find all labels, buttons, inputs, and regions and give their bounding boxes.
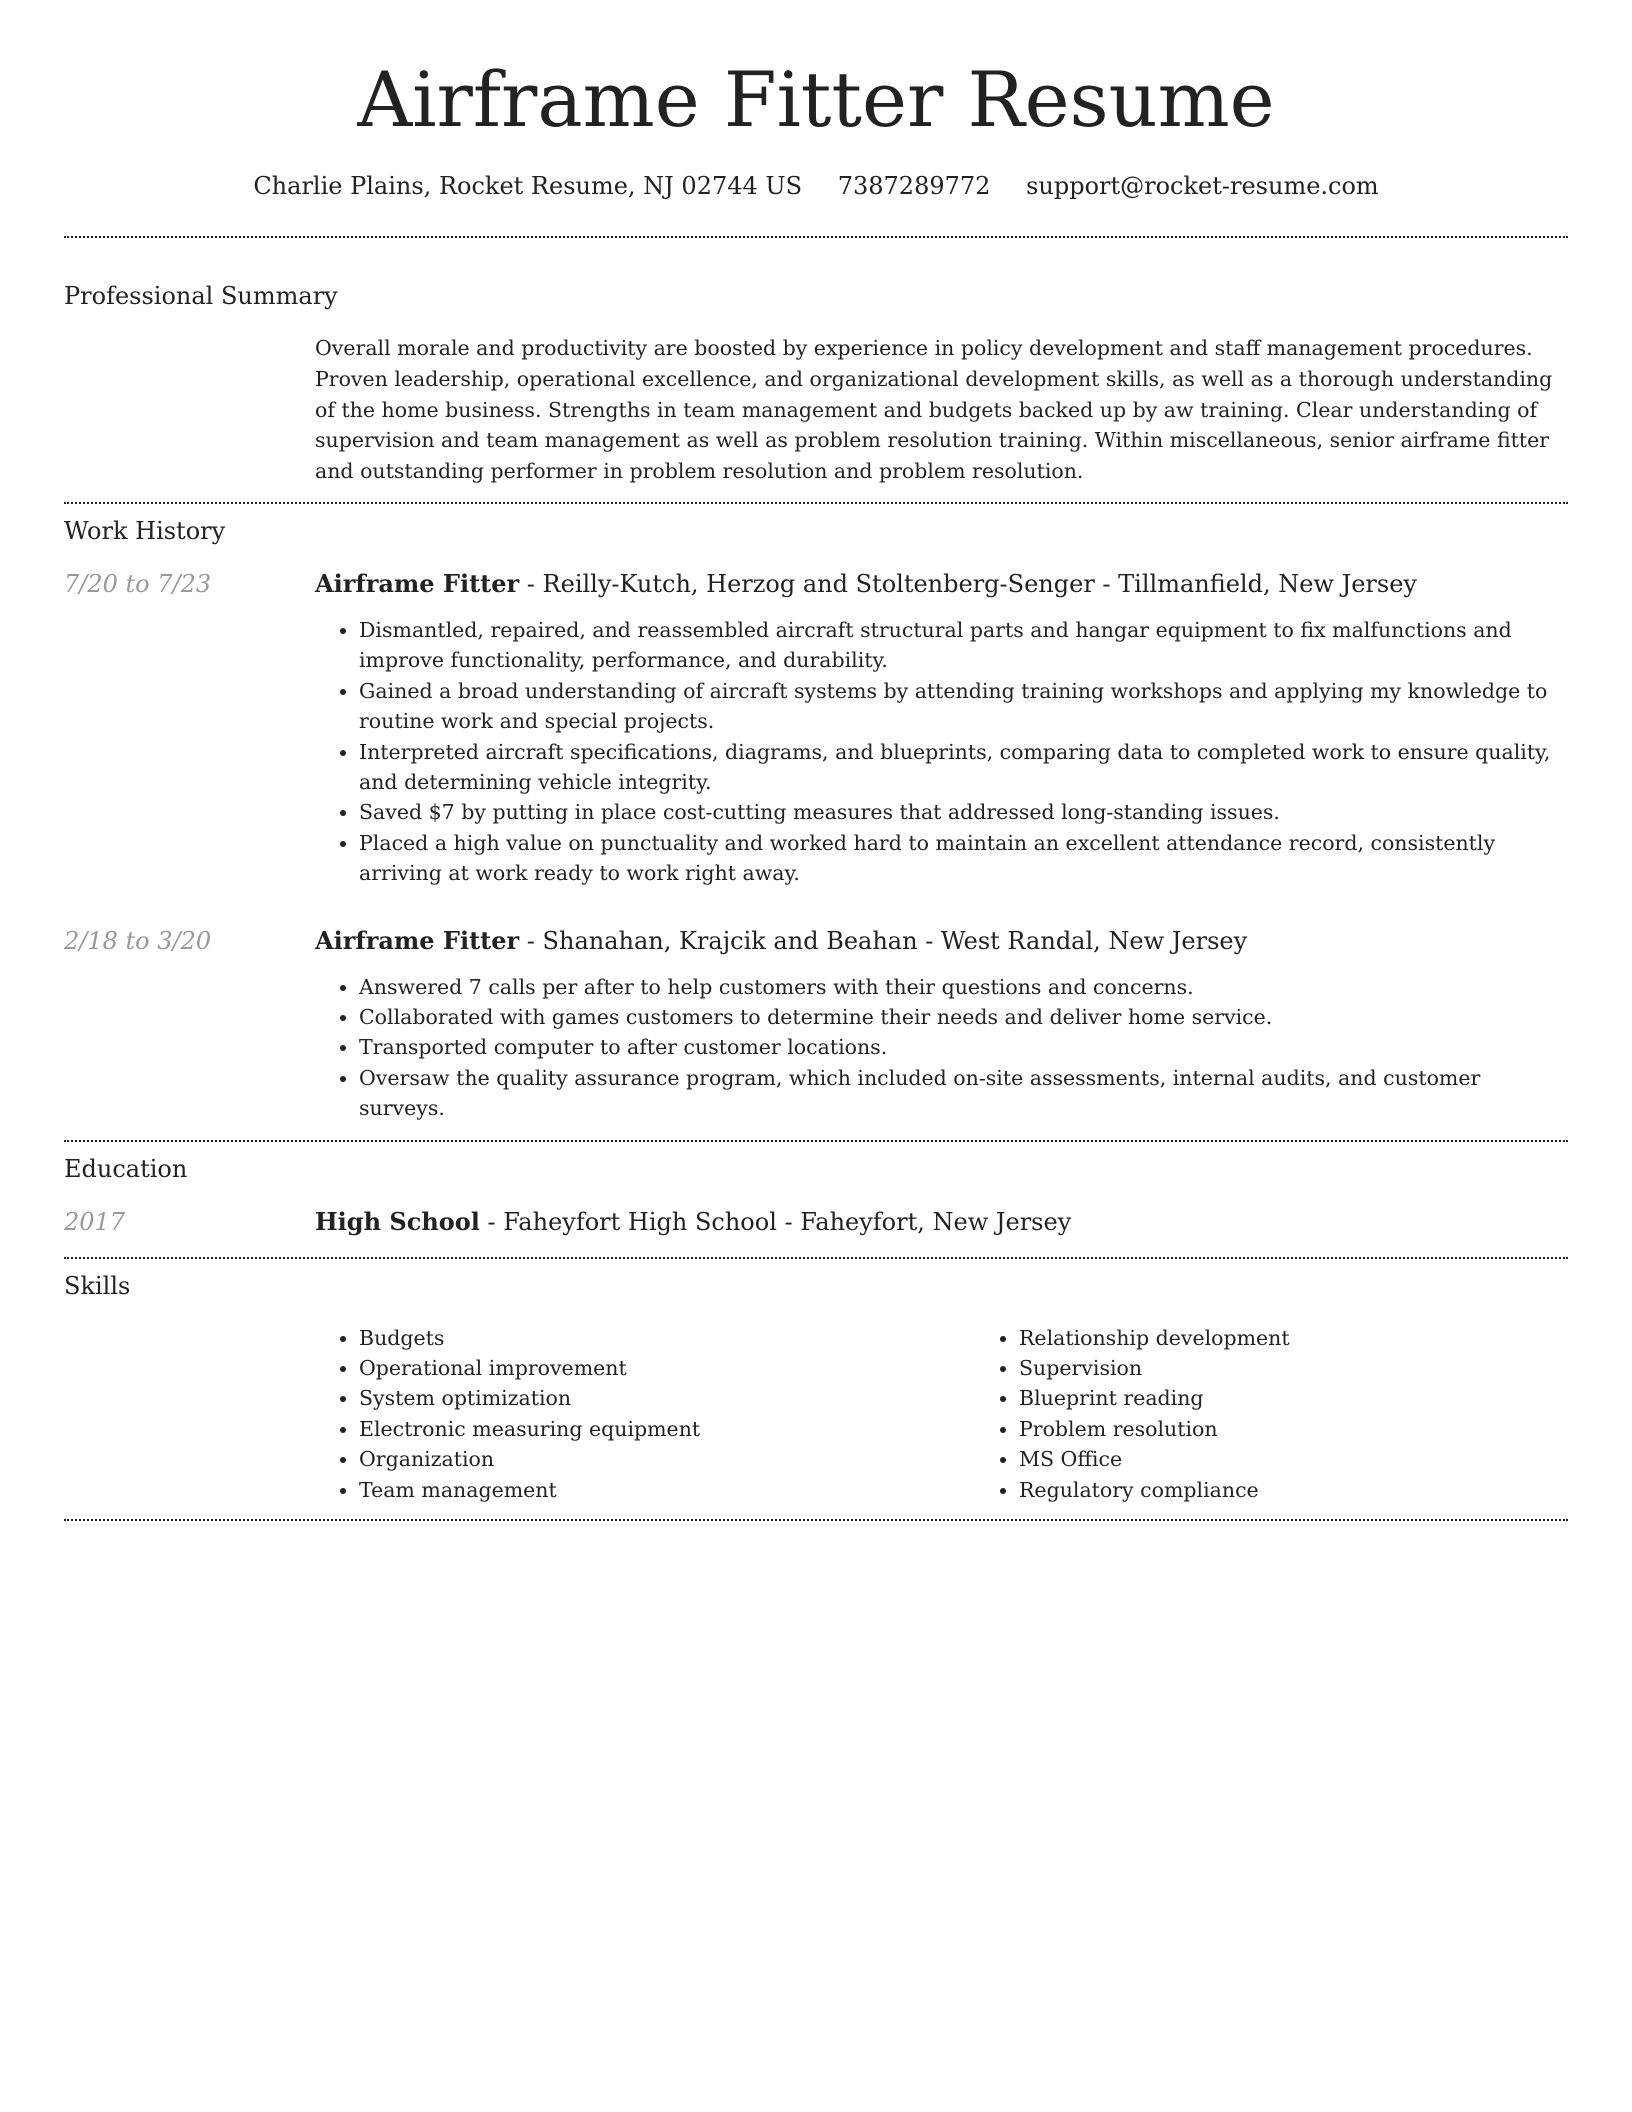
job-bullets bbox=[315, 972, 1568, 1124]
job-dates: 2/18 to 3/20 bbox=[64, 926, 212, 955]
skills-heading: Skills bbox=[64, 1271, 131, 1300]
education-heading: Education bbox=[64, 1154, 188, 1183]
skill-item: • System optimization bbox=[359, 1383, 975, 1413]
job-bullet: • Oversaw the quality assurance program, which included on-site assessments, internal audits, and customer surveys. bbox=[359, 1063, 1568, 1124]
job-entry bbox=[64, 925, 1568, 1124]
job-employer: - Shanahan, Krajcik and Beahan - West Randal, New Jersey bbox=[519, 926, 1248, 955]
job-role: Airframe Fitter bbox=[315, 925, 520, 955]
skill-item: • Electronic measuring equipment bbox=[359, 1414, 975, 1444]
divider bbox=[64, 502, 1568, 504]
skill-item: • MS Office bbox=[1019, 1444, 1632, 1474]
education-entry bbox=[64, 1206, 1568, 1238]
summary-text: Overall morale and productivity are boosted by experience in policy development and staff management procedures. Proven leadership, operational excellence, and organizational development skills, as well as a thorough understanding of the home business. Strengths in team management and budgets backed up by aw training. Clear understanding of supervision and team management as well as problem resolution training. Within miscellaneous, senior airframe fitter and outstanding performer in problem resolution and problem resolution. bbox=[315, 336, 1553, 484]
education-degree: High School bbox=[315, 1206, 480, 1236]
skills-row bbox=[64, 1323, 1568, 1505]
education-header bbox=[315, 1206, 1568, 1238]
job-body bbox=[315, 568, 1568, 889]
contact-line bbox=[64, 170, 1568, 202]
skill-item: • Supervision bbox=[1019, 1353, 1632, 1383]
work-history-heading: Work History bbox=[64, 516, 226, 545]
job-bullet: • Placed a high value on punctuality and worked hard to maintain an excellent attendance record, consistently arriving at work ready to work right away. bbox=[359, 828, 1568, 889]
contact-phone: 7387289772 bbox=[837, 172, 991, 200]
divider bbox=[64, 1519, 1568, 1521]
skills-list-left bbox=[315, 1323, 975, 1505]
job-bullet: • Transported computer to after customer locations. bbox=[359, 1032, 1568, 1062]
job-bullet: • Interpreted aircraft specifications, diagrams, and blueprints, comparing data to completed work to ensure quality, and determining vehicle integrity. bbox=[359, 737, 1568, 798]
job-bullet: • Collaborated with games customers to determine their needs and deliver home service. bbox=[359, 1002, 1568, 1032]
skill-item: • Budgets bbox=[359, 1323, 975, 1353]
job-body bbox=[315, 925, 1568, 1124]
job-header bbox=[315, 925, 1568, 957]
skill-item: • Relationship development bbox=[1019, 1323, 1632, 1353]
job-bullet: • Dismantled, repaired, and reassembled aircraft structural parts and hangar equipment to fix malfunctions and improve functionality, performance, and durability. bbox=[359, 615, 1568, 676]
skill-item: • Organization bbox=[359, 1444, 975, 1474]
job-bullet: • Answered 7 calls per after to help customers with their questions and concerns. bbox=[359, 972, 1568, 1002]
skills-lists bbox=[315, 1323, 1632, 1505]
job-employer: - Reilly-Kutch, Herzog and Stoltenberg-Senger - Tillmanfield, New Jersey bbox=[519, 569, 1417, 598]
resume-page bbox=[64, 0, 1568, 1521]
contact-email: support@rocket-resume.com bbox=[1026, 172, 1379, 200]
job-dates: 7/20 to 7/23 bbox=[64, 569, 212, 598]
resume-title: Airframe Fitter Resume bbox=[357, 55, 1275, 144]
job-bullet: • Gained a broad understanding of aircraft systems by attending training workshops and applying my knowledge to routine work and special projects. bbox=[359, 676, 1568, 737]
contact-address: Charlie Plains, Rocket Resume, NJ 02744 US bbox=[253, 172, 803, 200]
divider bbox=[64, 236, 1568, 238]
summary-heading: Professional Summary bbox=[64, 282, 338, 310]
summary-row bbox=[64, 333, 1568, 487]
skill-item: • Team management bbox=[359, 1475, 975, 1505]
job-bullets bbox=[315, 615, 1568, 889]
skills-list-right bbox=[975, 1323, 1632, 1505]
skill-item: • Blueprint reading bbox=[1019, 1383, 1632, 1413]
divider bbox=[64, 1140, 1568, 1142]
job-bullet: • Saved $7 by putting in place cost-cutting measures that addressed long-standing issues. bbox=[359, 797, 1568, 827]
skill-item: • Regulatory compliance bbox=[1019, 1475, 1632, 1505]
skill-item: • Problem resolution bbox=[1019, 1414, 1632, 1444]
divider bbox=[64, 1257, 1568, 1259]
job-entry bbox=[64, 568, 1568, 889]
education-school: - Faheyfort High School - Faheyfort, New Jersey bbox=[479, 1207, 1072, 1236]
summary-body bbox=[315, 333, 1568, 487]
education-body bbox=[315, 1206, 1568, 1238]
skill-item: • Operational improvement bbox=[359, 1353, 975, 1383]
job-header bbox=[315, 568, 1568, 600]
job-role: Airframe Fitter bbox=[315, 568, 520, 598]
education-year: 2017 bbox=[64, 1207, 126, 1236]
